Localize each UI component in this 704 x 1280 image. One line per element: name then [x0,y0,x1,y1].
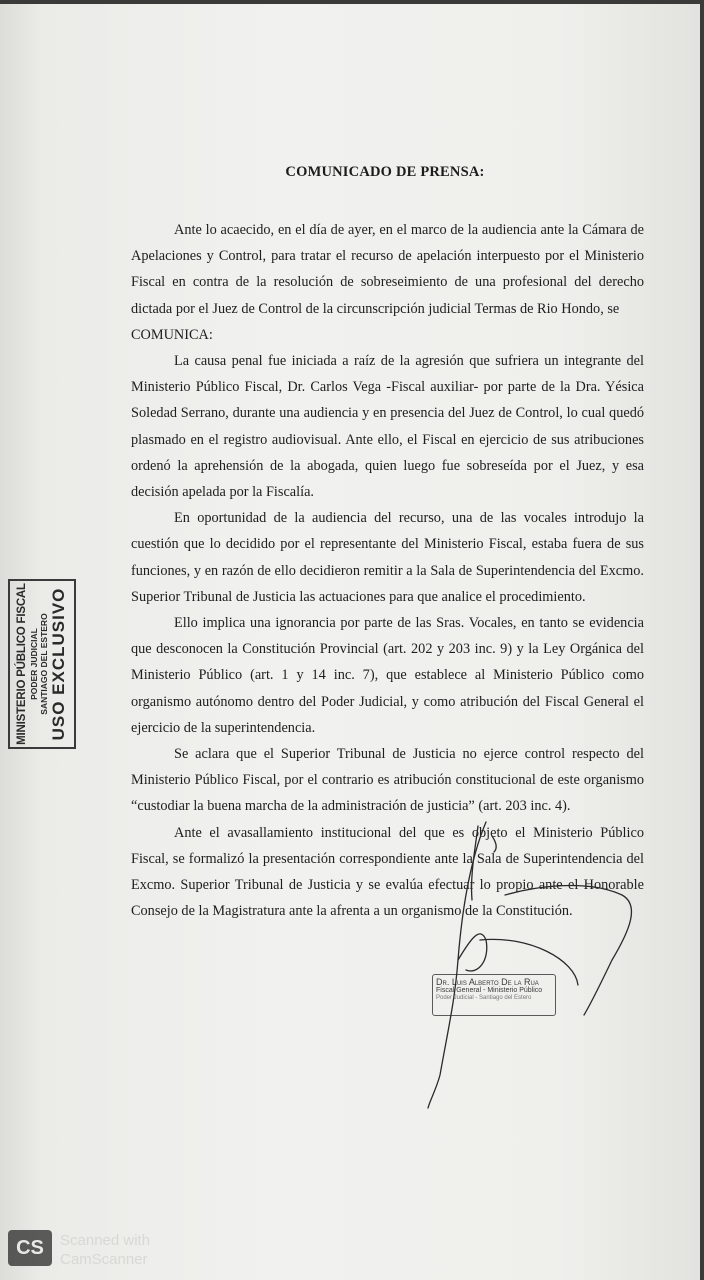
stamp-line-uso: USO EXCLUSIVO [49,587,69,741]
stamp-line-ministerio: MINISTERIO PÚBLICO FISCAL [15,583,28,745]
paragraph-intro: Ante lo acaecido, en el día de ayer, en el marco de la audiencia ante la Cámara de Apelaciones y Control, para tratar el recurso de apelación interpuesto por el Ministerio Fiscal en contra de la resolución de sobreseimiento de una profesional del derecho dictada por el Juez de Control de la circunscripción judicial Termas de Rio Hondo, se [131,222,644,317]
camscanner-logo-icon: CS [8,1230,52,1266]
stamp-line-santiago: SANTIAGO DEL ESTERO [38,613,49,715]
document-page [0,4,700,1280]
paragraph-ignorancia: Ello implica una ignorancia por parte de las Sras. Vocales, en tanto se evidencia que desconocen la Constitución Provincial (art. 202 y 203 inc. 9) y la Ley Orgánica del Ministerio Público (art. 1 y 14 inc. 7), que establece al Ministerio Público como organismo autónomo dentro del Poder Judicial, y como atribución del Fiscal General el ejercicio de la superintendencia. [131,615,644,736]
side-stamp [8,579,76,749]
watermark-line-2: CamScanner [60,1251,148,1268]
document-body [131,217,644,924]
watermark-line-1: Scanned with [60,1232,151,1249]
paragraph-oportunidad: En oportunidad de la audiencia del recurso, una de las vocales introdujo la cuestión que lo decidido por el representante del Ministerio Fiscal, estaba fuera de sus funciones, y en razón de ello decidieron remitir a la Sala de Superintendencia del Excmo. Superior Tribunal de Justicia las actuaciones para que analice el procedimiento. [131,510,644,605]
paragraph-avasallamiento: Ante el avasallamiento institucional del que es objeto el Ministerio Público Fiscal, se formalizó la presentación correspondiente ante la Sala de Superintendencia del Excmo. Superior Tribunal de Justicia y se evalúa efectuar lo propio ante el Honorable Consejo de la Magistratura ante la afrenta a un organismo de la Constitución. [131,824,644,920]
document-title: COMUNICADO DE PRENSA: [285,164,485,180]
paragraph-aclaracion: Se aclara que el Superior Tribunal de Justicia no ejerce control respecto del Ministerio Público Fiscal, por el contrario es atribución constitucional de este organismo “custodiar la buena marcha de la administración de justicia” (art. 203 inc. 4). [131,746,644,815]
paragraph-comunica: COMUNICA: [131,326,213,343]
paragraph-causa: La causa penal fue iniciada a raíz de la agresión que sufriera un integrante del Ministerio Público Fiscal, Dr. Carlos Vega -Fiscal auxiliar- por parte de la Dra. Yésica Soledad Serrano, durante una audiencia y en presencia del Juez de Control, lo cual quedó plasmado en el registro audiovisual. Ante ello, el Fiscal en ejercicio de sus atribuciones ordenó la aprehensión de la abogada, quien luego fue sobreseída por el Juez, y esa decisión apelada por la Fiscalía. [131,353,644,501]
signature-name: Dr. Luis Alberto De la Rua [436,977,539,987]
stamp-line-poder: PODER JUDICIAL [29,628,40,700]
camscanner-watermark [60,1231,150,1269]
signature-institution: Poder Judicial - Santiago del Estero [436,995,532,1002]
signature-stamp [432,974,556,1016]
signature-role: Fiscal General - Ministerio Público [436,987,543,995]
